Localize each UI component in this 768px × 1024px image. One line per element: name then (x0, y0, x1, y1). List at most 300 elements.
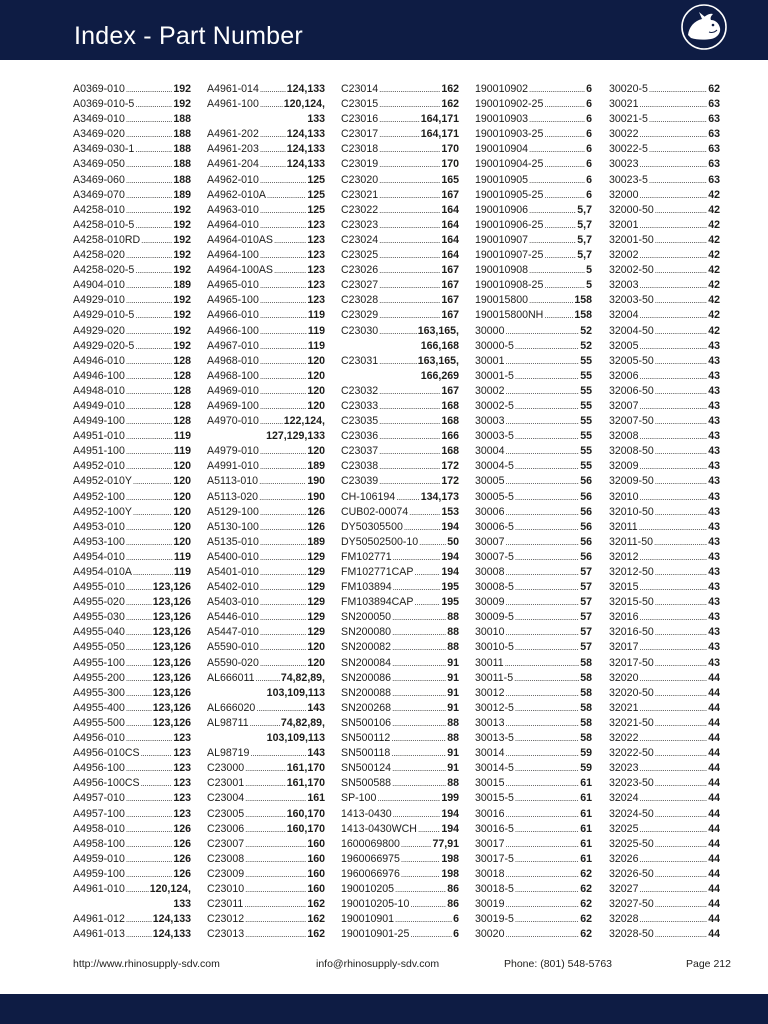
page-ref: 62 (580, 928, 592, 941)
part-number: A5590-020 (207, 656, 259, 669)
index-entry (73, 731, 191, 746)
part-number: SN500118 (341, 747, 391, 760)
page-ref: 91 (447, 656, 459, 669)
dot-leader (126, 112, 172, 127)
page-ref: 123,126 (152, 581, 191, 594)
dot-leader (505, 414, 579, 429)
page-ref: 190 (307, 490, 325, 503)
part-number: FM103894 (341, 581, 392, 594)
page-ref: 43 (708, 611, 720, 624)
part-number: 30010 (475, 626, 505, 639)
part-number: 30018-5 (475, 882, 514, 895)
index-entry (609, 263, 720, 278)
dot-leader (639, 218, 707, 233)
dot-leader (419, 535, 446, 550)
page-ref: 44 (708, 716, 720, 729)
dot-leader (655, 474, 707, 489)
dot-leader (274, 233, 306, 248)
part-number: SN500112 (341, 732, 391, 745)
part-number: 32004 (609, 309, 639, 322)
dot-leader (515, 610, 579, 625)
dot-leader (260, 339, 307, 354)
page-ref: 44 (708, 822, 720, 835)
part-number: 32017-50 (609, 656, 654, 669)
part-number: 30022 (609, 128, 639, 141)
page-ref: 129 (307, 611, 325, 624)
part-number: 190010907-25 (475, 249, 544, 262)
index-entry (475, 142, 592, 157)
part-number: A4969-100 (207, 399, 259, 412)
part-number: A4955-300 (73, 686, 125, 699)
dot-leader (639, 822, 707, 837)
page-ref: 133 (307, 113, 325, 126)
dot-leader (655, 776, 707, 791)
page-ref: 57 (580, 641, 592, 654)
index-entry (341, 640, 459, 655)
page-ref: 129 (307, 550, 325, 563)
dot-leader (655, 746, 707, 761)
index-entry (207, 142, 325, 157)
index-entry (73, 308, 191, 323)
index-entry (341, 369, 459, 384)
page-ref: 42 (708, 264, 720, 277)
index-entry (73, 233, 191, 248)
page-ref: 195 (441, 596, 459, 609)
dot-leader (649, 173, 707, 188)
part-number: A0369-010 (73, 83, 125, 95)
page-ref: 43 (708, 339, 720, 352)
website-link[interactable]: http://www.rhinosupply-sdv.com (73, 958, 220, 970)
index-entry (341, 565, 459, 580)
dot-leader (639, 490, 707, 505)
index-entry (207, 897, 325, 912)
dot-leader (245, 822, 286, 837)
page-ref: 43 (708, 550, 720, 563)
part-number: C23023 (341, 218, 379, 231)
page-ref: 42 (708, 324, 720, 337)
part-number: A4964-010AS (207, 233, 273, 246)
page-ref: 164 (441, 203, 459, 216)
page-ref: 192 (173, 218, 191, 231)
part-number: A4258-010-5 (73, 218, 135, 231)
dot-leader (392, 656, 446, 671)
page-ref: 6 (586, 188, 592, 201)
index-entry (73, 791, 191, 806)
page-ref: 120 (173, 490, 191, 503)
page-ref: 119 (307, 324, 325, 337)
part-number: 30003 (475, 415, 505, 428)
index-entry (207, 490, 325, 505)
part-number: FM102771CAP (341, 566, 414, 578)
dot-leader (529, 263, 585, 278)
dot-leader (639, 640, 707, 655)
dot-leader (260, 459, 306, 474)
index-entry (341, 625, 459, 640)
page-ref: 5,7 (577, 203, 592, 216)
page-ref: 63 (708, 143, 720, 156)
page-ref: 198 (441, 852, 459, 865)
page-ref: 120 (307, 354, 325, 367)
index-entry (609, 188, 720, 203)
page-ref: 88 (447, 777, 459, 790)
index-entry (609, 324, 720, 339)
index-entry (207, 429, 325, 444)
index-entry (341, 550, 459, 565)
dot-leader (245, 882, 306, 897)
page-ref: 123,126 (152, 701, 191, 714)
part-number: A5400-010 (207, 550, 259, 563)
index-column-4 (475, 82, 592, 942)
page-ref: 162 (441, 83, 459, 95)
part-number: 30020 (475, 928, 505, 941)
page-ref: 5,7 (577, 218, 592, 231)
page-ref: 158 (574, 294, 592, 307)
page-ref: 74,82,89, (280, 671, 325, 684)
dot-leader (639, 127, 707, 142)
part-number: A4929-020-5 (73, 339, 135, 352)
index-entry (207, 580, 325, 595)
part-number: 32028 (609, 913, 639, 926)
index-entry (207, 701, 325, 716)
page-ref: 167 (441, 279, 459, 292)
index-entry (609, 791, 720, 806)
dot-leader (379, 278, 440, 293)
page-ref: 43 (708, 626, 720, 639)
dot-leader (259, 474, 306, 489)
part-number: 190010205-10 (341, 898, 410, 911)
dot-leader (515, 580, 579, 595)
part-number: SN200088 (341, 686, 392, 699)
dot-leader (401, 837, 432, 852)
page-ref: 91 (447, 762, 459, 775)
dot-leader (126, 852, 172, 867)
dot-leader (379, 324, 417, 339)
part-number: A4991-010 (207, 460, 259, 473)
index-entry (73, 429, 191, 444)
index-entry (73, 248, 191, 263)
dot-leader (655, 716, 707, 731)
part-number: A4955-200 (73, 671, 125, 684)
part-number: A4258-020 (73, 249, 125, 262)
index-entry (341, 761, 459, 776)
part-number: SN200082 (341, 641, 392, 654)
page-ref: 124,133 (286, 128, 325, 141)
dot-leader (260, 444, 306, 459)
dot-leader (379, 142, 440, 157)
page-ref: 43 (708, 460, 720, 473)
dot-leader (135, 308, 172, 323)
page-ref: 42 (708, 233, 720, 246)
page-title: Index - Part Number (74, 22, 303, 50)
dot-leader (260, 218, 306, 233)
part-number: 32012-50 (609, 566, 654, 578)
index-entry (73, 112, 191, 127)
part-number: A4961-014 (207, 83, 259, 95)
part-number: C23030 (341, 324, 379, 337)
dot-leader (639, 731, 707, 746)
part-number: 32003 (609, 279, 639, 292)
index-entry (475, 127, 592, 142)
index-entry (207, 459, 325, 474)
page-ref: 166,269 (420, 369, 459, 382)
dot-leader (655, 807, 707, 822)
dot-leader (639, 761, 707, 776)
dot-leader (649, 142, 707, 157)
page-ref: 128 (173, 384, 191, 397)
page-ref: 6 (586, 173, 592, 186)
dot-leader (505, 897, 579, 912)
dot-leader (654, 535, 707, 550)
index-entry (207, 852, 325, 867)
dot-leader (655, 414, 707, 429)
part-number: 190010908-25 (475, 279, 544, 292)
page-ref: 126 (173, 822, 191, 835)
dot-leader (267, 188, 306, 203)
index-entry (475, 822, 592, 837)
part-number: A3469-020 (73, 128, 125, 141)
part-number: C23005 (207, 807, 245, 820)
dot-leader (126, 203, 172, 218)
page-ref: 120 (173, 475, 191, 488)
dot-leader (126, 490, 172, 505)
page-ref: 44 (708, 747, 720, 760)
index-entry (341, 278, 459, 293)
dot-leader (250, 716, 280, 731)
page-ref: 165 (441, 173, 459, 186)
index-entry (475, 414, 592, 429)
index-entry (609, 520, 720, 535)
part-number: 30017 (475, 837, 505, 850)
dot-leader (260, 97, 283, 112)
dot-leader (260, 520, 306, 535)
part-number: 32012 (609, 550, 639, 563)
page-ref: 192 (173, 339, 191, 352)
page-ref: 63 (708, 98, 720, 111)
dot-leader (505, 444, 579, 459)
page-ref: 160,170 (286, 822, 325, 835)
part-number: A4952-100Y (73, 505, 132, 518)
index-entry (475, 852, 592, 867)
page-ref: 43 (708, 581, 720, 594)
dot-leader (244, 897, 306, 912)
index-entry (73, 459, 191, 474)
part-number: 190010902 (475, 83, 529, 95)
dot-leader (529, 233, 576, 248)
index-entry (609, 233, 720, 248)
part-number: 32024-50 (609, 807, 654, 820)
dot-leader (655, 354, 707, 369)
index-entry (207, 610, 325, 625)
part-number: 30004 (475, 445, 505, 458)
index-entry (475, 263, 592, 278)
dot-leader (392, 776, 446, 791)
index-entry (341, 490, 459, 505)
part-number: 32028-50 (609, 928, 654, 941)
page-ref: 164,171 (420, 128, 459, 141)
index-entry (207, 822, 325, 837)
part-number: A4258-020-5 (73, 264, 135, 277)
index-entry (341, 656, 459, 671)
index-entry (73, 490, 191, 505)
page-ref: 44 (708, 777, 720, 790)
part-number: 30001-5 (475, 369, 514, 382)
index-entry (609, 278, 720, 293)
index-entry (609, 867, 720, 882)
dot-leader (529, 142, 585, 157)
index-entry (207, 625, 325, 640)
dot-leader (379, 429, 440, 444)
page-ref: 123,126 (152, 686, 191, 699)
page-ref: 120 (307, 384, 325, 397)
index-entry (475, 625, 592, 640)
dot-leader (544, 308, 573, 323)
dot-leader (135, 263, 172, 278)
page-ref: 61 (580, 822, 592, 835)
index-entry (73, 671, 191, 686)
index-entry (609, 369, 720, 384)
part-number: 1960066975 (341, 852, 400, 865)
index-entry (475, 565, 592, 580)
page-ref: 62 (580, 913, 592, 926)
index-entry (609, 384, 720, 399)
part-number: 32007-50 (609, 415, 654, 428)
part-number: 190010904-25 (475, 158, 544, 171)
index-entry (207, 414, 325, 429)
dot-leader (639, 610, 707, 625)
index-entry (475, 867, 592, 882)
page-ref: 188 (173, 143, 191, 156)
part-number: C23006 (207, 822, 245, 835)
page-ref: 120 (173, 520, 191, 533)
page-ref: 162 (441, 98, 459, 111)
page-ref: 61 (580, 837, 592, 850)
index-entry (207, 927, 325, 942)
dot-leader (515, 882, 579, 897)
bottom-bar (0, 994, 768, 1024)
index-entry (475, 535, 592, 550)
page-ref: 161,170 (286, 762, 325, 775)
part-number: A4961-010 (73, 882, 125, 895)
index-entry (73, 142, 191, 157)
index-entry (73, 384, 191, 399)
page-ref: 198 (441, 867, 459, 880)
page-ref: 77,91 (432, 837, 459, 850)
dot-leader (126, 444, 173, 459)
part-number: 190010904 (475, 143, 529, 156)
dot-leader (529, 173, 585, 188)
index-entry (609, 761, 720, 776)
index-entry (341, 867, 459, 882)
dot-leader (379, 474, 440, 489)
part-number: A4957-100 (73, 807, 125, 820)
dot-leader (256, 671, 280, 686)
index-entry (73, 369, 191, 384)
dot-leader (505, 656, 580, 671)
index-entry (609, 248, 720, 263)
dot-leader (260, 248, 306, 263)
dot-leader (655, 324, 707, 339)
part-number: A4969-010 (207, 384, 259, 397)
dot-leader (392, 701, 446, 716)
dot-leader (126, 429, 173, 444)
dot-leader (515, 731, 579, 746)
page-ref: 188 (173, 128, 191, 141)
part-number: 32010-50 (609, 505, 654, 518)
part-number: C23009 (207, 867, 245, 880)
index-entry (475, 203, 592, 218)
part-number: C23017 (341, 128, 379, 141)
page-ref: 168 (441, 445, 459, 458)
email-link[interactable]: info@rhinosupply-sdv.com (316, 958, 440, 970)
part-number: 32009-50 (609, 475, 654, 488)
dot-leader (126, 656, 152, 671)
index-entry (475, 927, 592, 942)
dot-leader (379, 157, 440, 172)
dot-leader (655, 203, 707, 218)
index-entry (341, 671, 459, 686)
part-number: 32017 (609, 641, 639, 654)
page-ref: 42 (708, 279, 720, 292)
part-number: DY50305500 (341, 520, 403, 533)
part-number: 32000 (609, 188, 639, 201)
page-ref: 172 (441, 475, 459, 488)
dot-leader (379, 112, 420, 127)
index-entry (207, 188, 325, 203)
dot-leader (393, 807, 441, 822)
index-entry (609, 203, 720, 218)
dot-leader (505, 716, 579, 731)
dot-leader (544, 278, 585, 293)
dot-leader (260, 580, 306, 595)
dot-leader (515, 339, 579, 354)
dot-leader (395, 912, 452, 927)
dot-leader (505, 625, 579, 640)
index-entry (609, 625, 720, 640)
page-ref: 43 (708, 505, 720, 518)
part-number: 32004-50 (609, 324, 654, 337)
part-number: A4946-100 (73, 369, 125, 382)
page-ref: 127,129,133 (266, 430, 325, 443)
index-entry (609, 927, 720, 942)
index-entry (207, 595, 325, 610)
dot-leader (655, 444, 707, 459)
index-entry (609, 414, 720, 429)
dot-leader (401, 867, 440, 882)
index-entry (207, 882, 325, 897)
page-ref: 119 (173, 445, 191, 458)
dot-leader (126, 837, 172, 852)
index-entry (609, 505, 720, 520)
page-ref: 160 (307, 867, 325, 880)
page-ref: 189 (307, 535, 325, 548)
part-number: A4961-012 (73, 913, 125, 926)
index-entry (609, 459, 720, 474)
page-ref: 43 (708, 354, 720, 367)
index-entry (207, 293, 325, 308)
page-ref: 167 (441, 264, 459, 277)
dot-leader (392, 671, 446, 686)
dot-leader (515, 761, 579, 776)
page-ref: 167 (441, 294, 459, 307)
page-ref: 123 (173, 807, 191, 820)
index-entry (341, 852, 459, 867)
page-ref: 126 (307, 520, 325, 533)
index-entry (73, 399, 191, 414)
index-entry (73, 640, 191, 655)
index-entry (341, 127, 459, 142)
part-number: 190010906-25 (475, 218, 544, 231)
index-entry (341, 474, 459, 489)
